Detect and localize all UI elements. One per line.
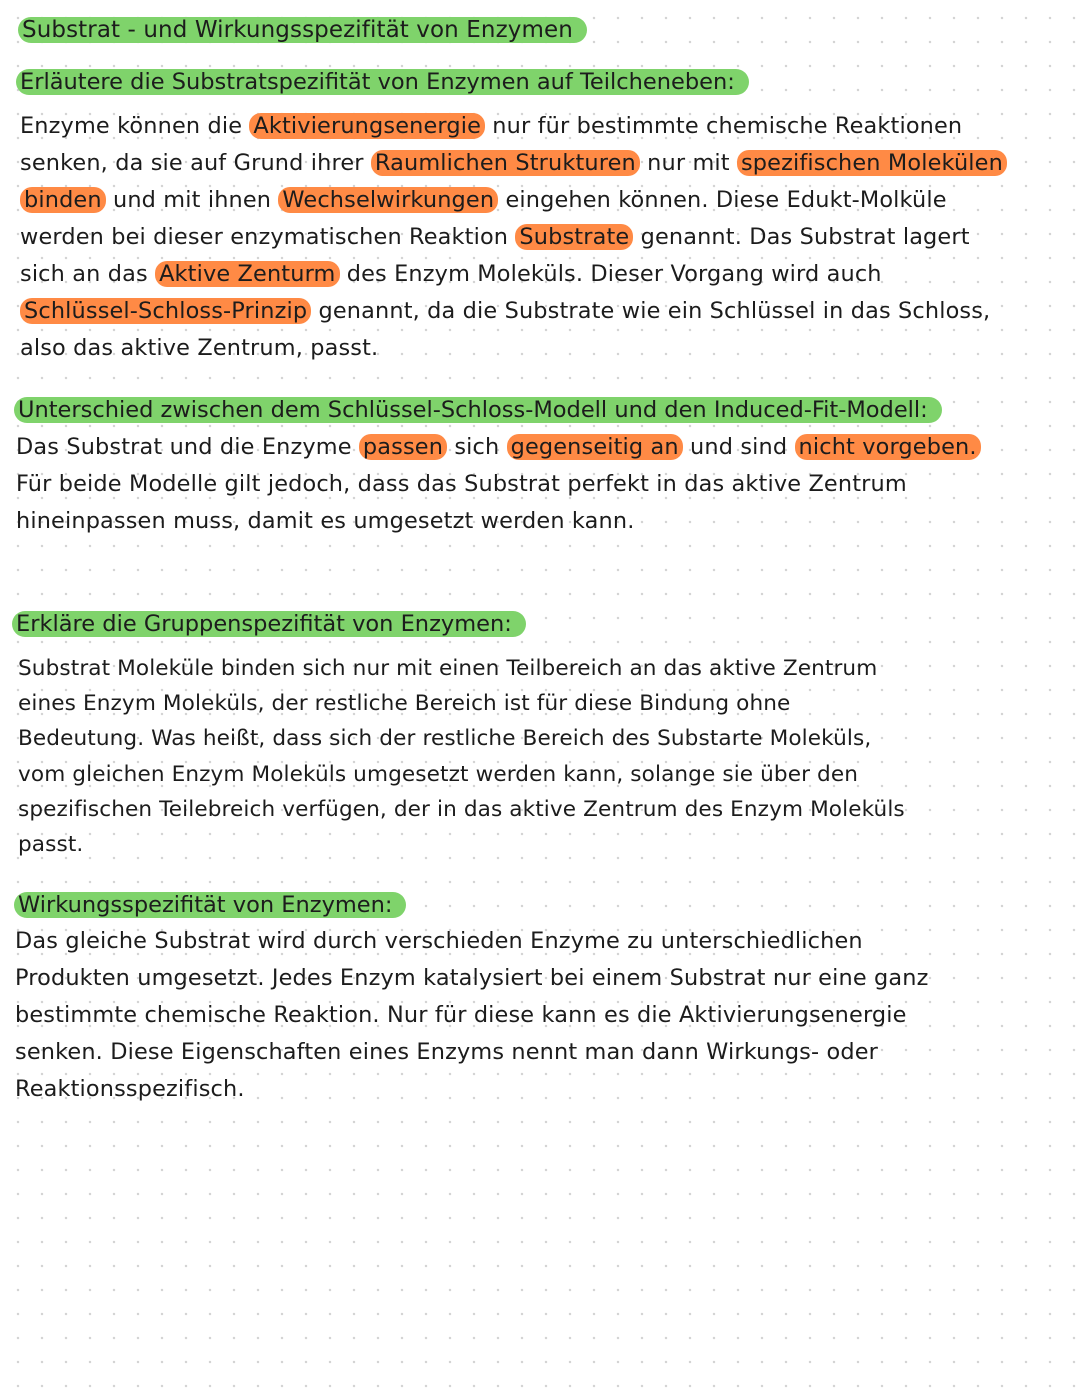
text-line: also das aktive Zentrum, passt. [20,335,379,361]
page-title [18,14,587,46]
text-line: passt. [18,832,84,858]
term-highlight: passen [359,434,447,460]
text-line: Schlüssel-Schloss-Prinzip genannt, da die Substrate wie ein Schlüssel in das Schloss, [20,293,1007,330]
section-body-group-specificity [18,651,905,862]
text-line: bestimmte chemische Reaktion. Nur für diese kann es die Aktivierungsenergie [15,1002,907,1028]
term-highlight: nicht vorgeben. [795,434,981,460]
text-line: werden bei dieser enzymatischen Reaktion Substrate genannt. Das Substrat lagert [20,224,970,250]
text-line: Reaktionsspezifisch. [15,1076,245,1102]
text-line: Bedeutung. Was heißt, dass sich der restliche Bereich des Substarte Moleküls, [18,726,872,752]
text-line: hineinpassen muss, damit es umgesetzt werden kann. [16,508,635,534]
term-highlight: Raumlichen Strukturen [371,150,640,176]
text-line: eines Enzym Moleküls, der restliche Bereich ist für diese Bindung ohne [18,691,791,717]
term-highlight: Substrate [515,224,633,250]
text-line: Produkten umgesetzt. Jedes Enzym katalysiert bei einem Substrat nur eine ganz [15,965,929,991]
section-heading-substrate-specificity: Erläutere die Substratspezifität von Enzymen auf Teilcheneben: [16,66,749,98]
term-highlight: gegenseitig an [507,434,683,460]
section-heading-group-specificity: Erkläre die Gruppenspezifität von Enzymen: [12,608,526,640]
term-highlight: spezifischen Molekülen [737,150,1007,176]
section-body-model-difference [16,429,981,540]
title-highlight: Substrat - und Wirkungsspezifität von Enzymen [18,17,587,43]
text-line: Enzyme können die Aktivierungsenergie nur für bestimmte chemische Reaktionen [20,113,963,139]
text-line: spezifischen Teilebreich verfügen, der in das aktive Zentrum des Enzym Moleküls [18,796,905,822]
text-line: binden und mit ihnen Wechselwirkungen eingehen können. Diese Edukt-Molküle [20,182,1007,219]
text-line: vom gleichen Enzym Moleküls umgesetzt werden kann, solange sie über den [18,761,859,787]
text-line: Substrat Moleküle binden sich nur mit einen Teilbereich an das aktive Zentrum [18,656,878,681]
text-line: Für beide Modelle gilt jedoch, dass das Substrat perfekt in das aktive Zentrum [16,471,907,497]
text-line: Das gleiche Substrat wird durch verschieden Enzyme zu unterschiedlichen [15,928,863,954]
section-heading-model-difference: Unterschied zwischen dem Schlüssel-Schloss-Modell und den Induced-Fit-Modell: [14,394,942,426]
term-highlight: Aktivierungsenergie [249,113,485,139]
text-line: senken, da sie auf Grund ihrer Raumlichen Strukturen nur mit spezifischen Molekülen [20,145,1007,182]
section-body-reaction-specificity [15,923,929,1108]
text-line: sich an das Aktive Zenturm des Enzym Moleküls. Dieser Vorgang wird auch [20,261,882,287]
section-heading-reaction-specificity: Wirkungsspezifität von Enzymen: [14,889,406,921]
text-line: senken. Diese Eigenschaften eines Enzyms nennt man dann Wirkungs- oder [15,1039,878,1065]
term-highlight: Schlüssel-Schloss-Prinzip [20,298,311,324]
text-line: Das Substrat und die Enzyme passen sich gegenseitig an und sind nicht vorgeben. [16,429,981,466]
term-highlight: Aktive Zenturm [155,261,339,287]
section-body-substrate-specificity [20,108,1007,367]
term-highlight: Wechselwirkungen [278,187,498,213]
term-highlight: binden [20,187,106,213]
